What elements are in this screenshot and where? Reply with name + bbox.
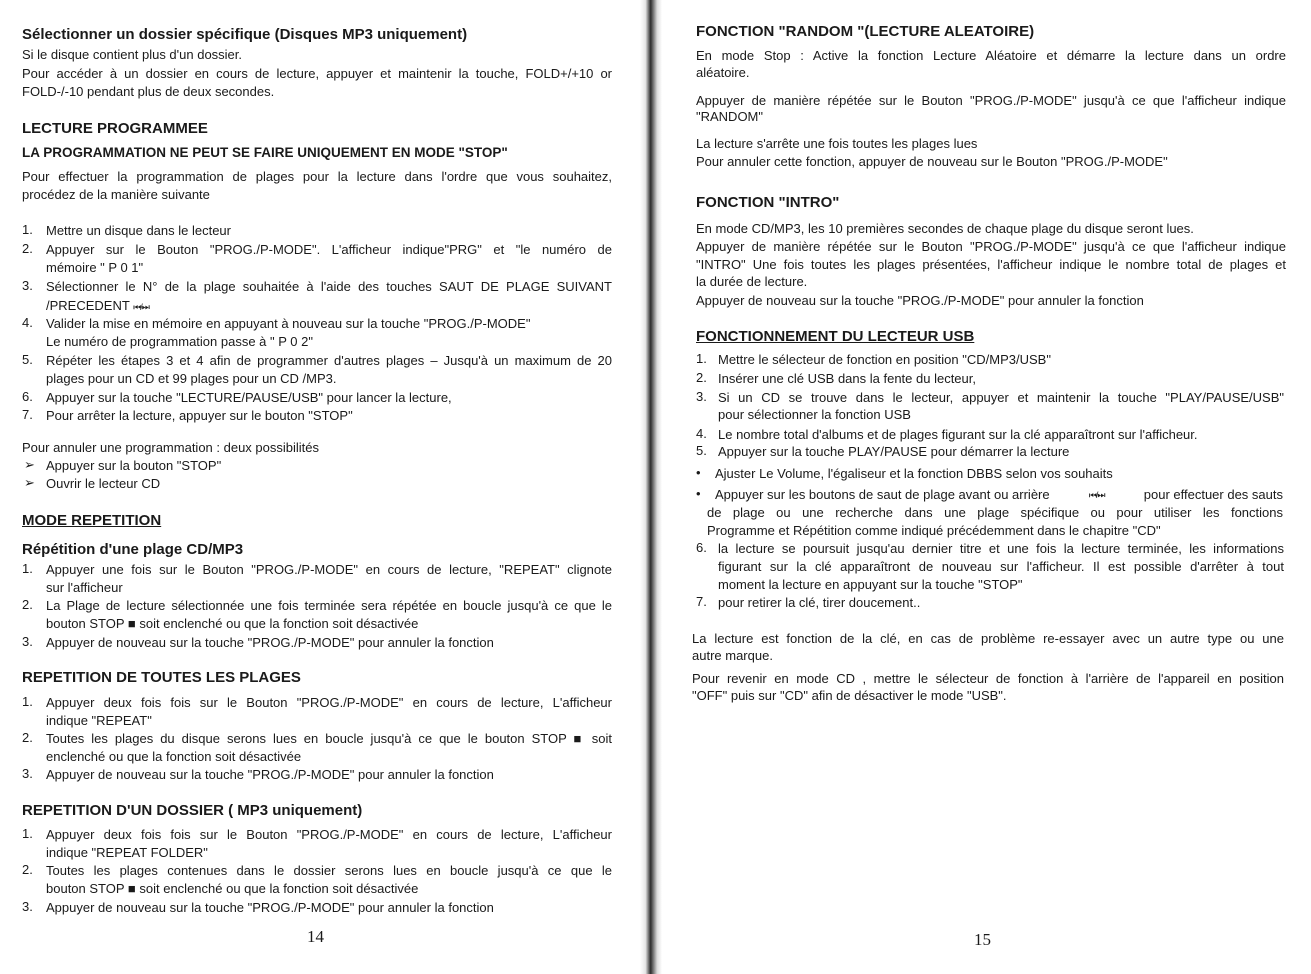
list-number: 2. (22, 241, 33, 256)
paragraph: Pour annuler une programmation : deux possibilités (22, 440, 320, 455)
section-subtitle: Répétition d'une plage CD/MP3 (22, 541, 244, 558)
list-item: la lecture se poursuit jusqu'au dernier titre et une fois la lecture terminée, les informations (718, 541, 1284, 556)
list-item: Appuyer de nouveau sur la touche "PROG./P-MODE" pour annuler la fonction (46, 635, 494, 650)
section-title: LECTURE PROGRAMMEE (22, 120, 208, 137)
list-item: de plage ou une recherche dans une plage spécifique ou pour utiliser les fonctions (707, 505, 1283, 520)
paragraph: Si le disque contient plus d'un dossier. (22, 47, 243, 62)
list-item: Appuyer une fois sur le Bouton "PROG./P-MODE" en cours de lecture, "REPEAT" clignote (46, 562, 612, 577)
page-number: 15 (974, 930, 991, 949)
list-number: 3. (22, 766, 33, 781)
list-item: bouton STOP ■ soit enclenché ou que la fonction soit désactivée (46, 616, 419, 631)
list-number: 6. (696, 540, 707, 555)
list-item: La Plage de lecture sélectionnée une fois terminée sera répétée en boucle jusqu'à ce que le (46, 598, 612, 613)
list-item: Répéter les étapes 3 et 4 afin de programmer d'autres plages – Jusqu'à un maximum de 20 (46, 353, 612, 368)
list-number: 1. (22, 694, 33, 709)
section-title: FONCTION "RANDOM "(LECTURE ALEATOIRE) (696, 23, 1035, 40)
list-number: 3. (22, 634, 33, 649)
list-item: bouton STOP ■ soit enclenché ou que la fonction soit désactivée (46, 881, 419, 896)
paragraph: Appuyer de manière répétée sur le Bouton "PROG./P-MODE" jusqu'à ce que l'afficheur indique (696, 93, 1286, 108)
list-item: Mettre un disque dans le lecteur (46, 223, 231, 238)
bullet-icon: • (696, 465, 701, 480)
bullet-icon: • (696, 486, 701, 501)
paragraph: "INTRO" Une fois toutes les plages présentées, l'afficheur indique le nombre total de plages et (696, 257, 1286, 272)
paragraph: Appuyer de nouveau sur la touche "PROG./P-MODE" pour annuler la fonction (696, 293, 1144, 308)
paragraph: En mode Stop : Active la fonction Lecture Aléatoire et démarre la lecture dans un ordre (696, 48, 1286, 63)
list-item: Appuyer sur la touche "LECTURE/PAUSE/USB" pour lancer la lecture, (46, 390, 452, 405)
section-title: REPETITION DE TOUTES LES PLAGES (22, 669, 301, 686)
list-item: moment la lecture en appuyant sur la touche "STOP" (718, 577, 1023, 592)
list-item: Insérer une clé USB dans la fente du lecteur, (718, 371, 976, 386)
list-item: Ouvrir le lecteur CD (46, 476, 161, 491)
paragraph: aléatoire. (696, 65, 750, 80)
list-item: Appuyer de nouveau sur la touche "PROG./P-MODE" pour annuler la fonction (46, 767, 494, 782)
paragraph: La lecture s'arrête une fois toutes les plages lues (696, 136, 978, 151)
list-item: Appuyer sur la touche PLAY/PAUSE pour démarrer la lecture (718, 444, 1070, 459)
list-number: 1. (696, 351, 707, 366)
paragraph: Pour accéder à un dossier en cours de lecture, appuyer et maintenir la touche, FOLD+/+10 or (22, 66, 612, 81)
section-title: FONCTION "INTRO" (696, 194, 840, 211)
section-subtitle: LA PROGRAMMATION NE PEUT SE FAIRE UNIQUEMENT EN MODE "STOP" (22, 145, 508, 160)
list-number: 2. (22, 862, 33, 877)
section-title: REPETITION D'UN DOSSIER ( MP3 uniquement) (22, 802, 363, 819)
list-item: sur l'afficheur (46, 580, 123, 595)
list-item: Appuyer sur le Bouton "PROG./P-MODE". L'afficheur indique"PRG" et "le numéro de (46, 242, 612, 257)
list-number: 7. (696, 594, 707, 609)
list-number: 1. (22, 222, 33, 237)
list-number: 1. (22, 561, 33, 576)
list-item: Si un CD se trouve dans le lecteur, appuyer et maintenir la touche "PLAY/PAUSE/USB" (718, 390, 1284, 405)
paragraph: "RANDOM" (696, 109, 764, 124)
arrow-bullet-icon: ➢ (24, 475, 35, 490)
page-gutter (640, 0, 662, 974)
list-number: 2. (22, 597, 33, 612)
paragraph: la durée de lecture. (696, 274, 808, 289)
paragraph: autre marque. (692, 648, 773, 663)
list-item: indique "REPEAT" (46, 713, 152, 728)
page-number: 14 (307, 927, 324, 946)
paragraph: Pour revenir en mode CD , mettre le sélecteur de fonction à l'arrière de l'appareil en position (692, 671, 1284, 686)
skip-icon: ⏮/⏭ (133, 302, 149, 312)
list-number: 7. (22, 407, 33, 422)
section-title: Sélectionner un dossier spécifique (Disques MP3 uniquement) (22, 26, 468, 43)
list-number: 4. (22, 315, 33, 330)
skip-icon: ⏮/⏭ (1088, 490, 1105, 500)
list-item: Valider la mise en mémoire en appuyant à nouveau sur la touche "PROG./P-MODE" (46, 316, 531, 331)
list-item: indique "REPEAT FOLDER" (46, 845, 208, 860)
list-item: Appuyer sur la bouton "STOP" (46, 458, 222, 473)
list-number: 3. (22, 899, 33, 914)
paragraph: "OFF" puis sur "CD" afin de désactiver le mode "USB". (692, 688, 1007, 703)
list-item: Sélectionner le N° de la plage souhaitée à l'aide des touches SAUT DE PLAGE SUIVANT (46, 279, 612, 294)
page-15 (662, 0, 1311, 974)
arrow-bullet-icon: ➢ (24, 457, 35, 472)
list-item: Appuyer de nouveau sur la touche "PROG./P-MODE" pour annuler la fonction (46, 900, 494, 915)
list-number: 3. (696, 389, 707, 404)
paragraph: En mode CD/MP3, les 10 premières secondes de chaque plage du disque seront lues. (696, 221, 1194, 236)
paragraph: FOLD-/-10 pendant plus de deux secondes. (22, 84, 275, 99)
list-number: 2. (696, 370, 707, 385)
list-item: Ajuster Le Volume, l'égaliseur et la fonction DBBS selon vos souhaits (715, 466, 1113, 481)
list-item: Appuyer sur les boutons de saut de plage avant ou arrière ⏮/⏭ pour effectuer des sauts (715, 487, 1283, 502)
list-item: mémoire " P 0 1" (46, 260, 144, 275)
list-item: pour sélectionner la fonction USB (718, 407, 911, 422)
list-number: 5. (696, 443, 707, 458)
paragraph: procédez de la manière suivante (22, 187, 210, 202)
list-number: 4. (696, 426, 707, 441)
section-title: MODE REPETITION (22, 512, 162, 529)
list-item: Pour arrêter la lecture, appuyer sur le bouton "STOP" (46, 408, 353, 423)
list-number: 3. (22, 278, 33, 293)
paragraph: Pour annuler cette fonction, appuyer de nouveau sur le Bouton "PROG./P-MODE" (696, 154, 1168, 169)
list-item: Appuyer deux fois fois sur le Bouton "PROG./P-MODE" en cours de lecture, L'afficheur (46, 695, 612, 710)
section-title: FONCTIONNEMENT DU LECTEUR USB (696, 328, 975, 345)
list-item: Le numéro de programmation passe à " P 0 2" (46, 334, 313, 349)
list-number: 5. (22, 352, 33, 367)
list-item: Toutes les plages du disque serons lues en boucle jusqu'à ce que le bouton STOP ■ soit (46, 731, 612, 746)
list-item: plages pour un CD et 99 plages pour un CD /MP3. (46, 371, 337, 386)
page-14 (0, 0, 640, 974)
list-number: 2. (22, 730, 33, 745)
list-item: Mettre le sélecteur de fonction en position "CD/MP3/USB" (718, 352, 1051, 367)
list-item: Programme et Répétition comme indiqué précédemment dans le chapitre "CD" (707, 523, 1161, 538)
paragraph: Pour effectuer la programmation de plages pour la lecture dans l'ordre que vous souhaitez, (22, 169, 612, 184)
list-item: /PRECEDENT ⏮/⏭ (46, 298, 149, 313)
paragraph: La lecture est fonction de la clé, en cas de problème re-essayer avec un autre type ou une (692, 631, 1284, 646)
list-number: 1. (22, 826, 33, 841)
list-item: enclenché ou que la fonction soit désactivée (46, 749, 302, 764)
paragraph: Appuyer de manière répétée sur le Bouton "PROG./P-MODE" jusqu'à ce que l'afficheur indique (696, 239, 1286, 254)
list-item: pour retirer la clé, tirer doucement.. (718, 595, 921, 610)
list-item: Appuyer deux fois fois sur le Bouton "PROG./P-MODE" en cours de lecture, L'afficheur (46, 827, 612, 842)
list-number: 6. (22, 389, 33, 404)
list-item: Toutes les plages contenues dans le dossier serons lues en boucle jusqu'à ce que le (46, 863, 612, 878)
list-item: Le nombre total d'albums et de plages figurant sur la clé apparaîtront sur l'afficheur. (718, 427, 1198, 442)
list-item: figurant sur la clé apparaîtront de nouveau sur l'afficheur. Il est possible d'arrêter à tout (718, 559, 1284, 574)
